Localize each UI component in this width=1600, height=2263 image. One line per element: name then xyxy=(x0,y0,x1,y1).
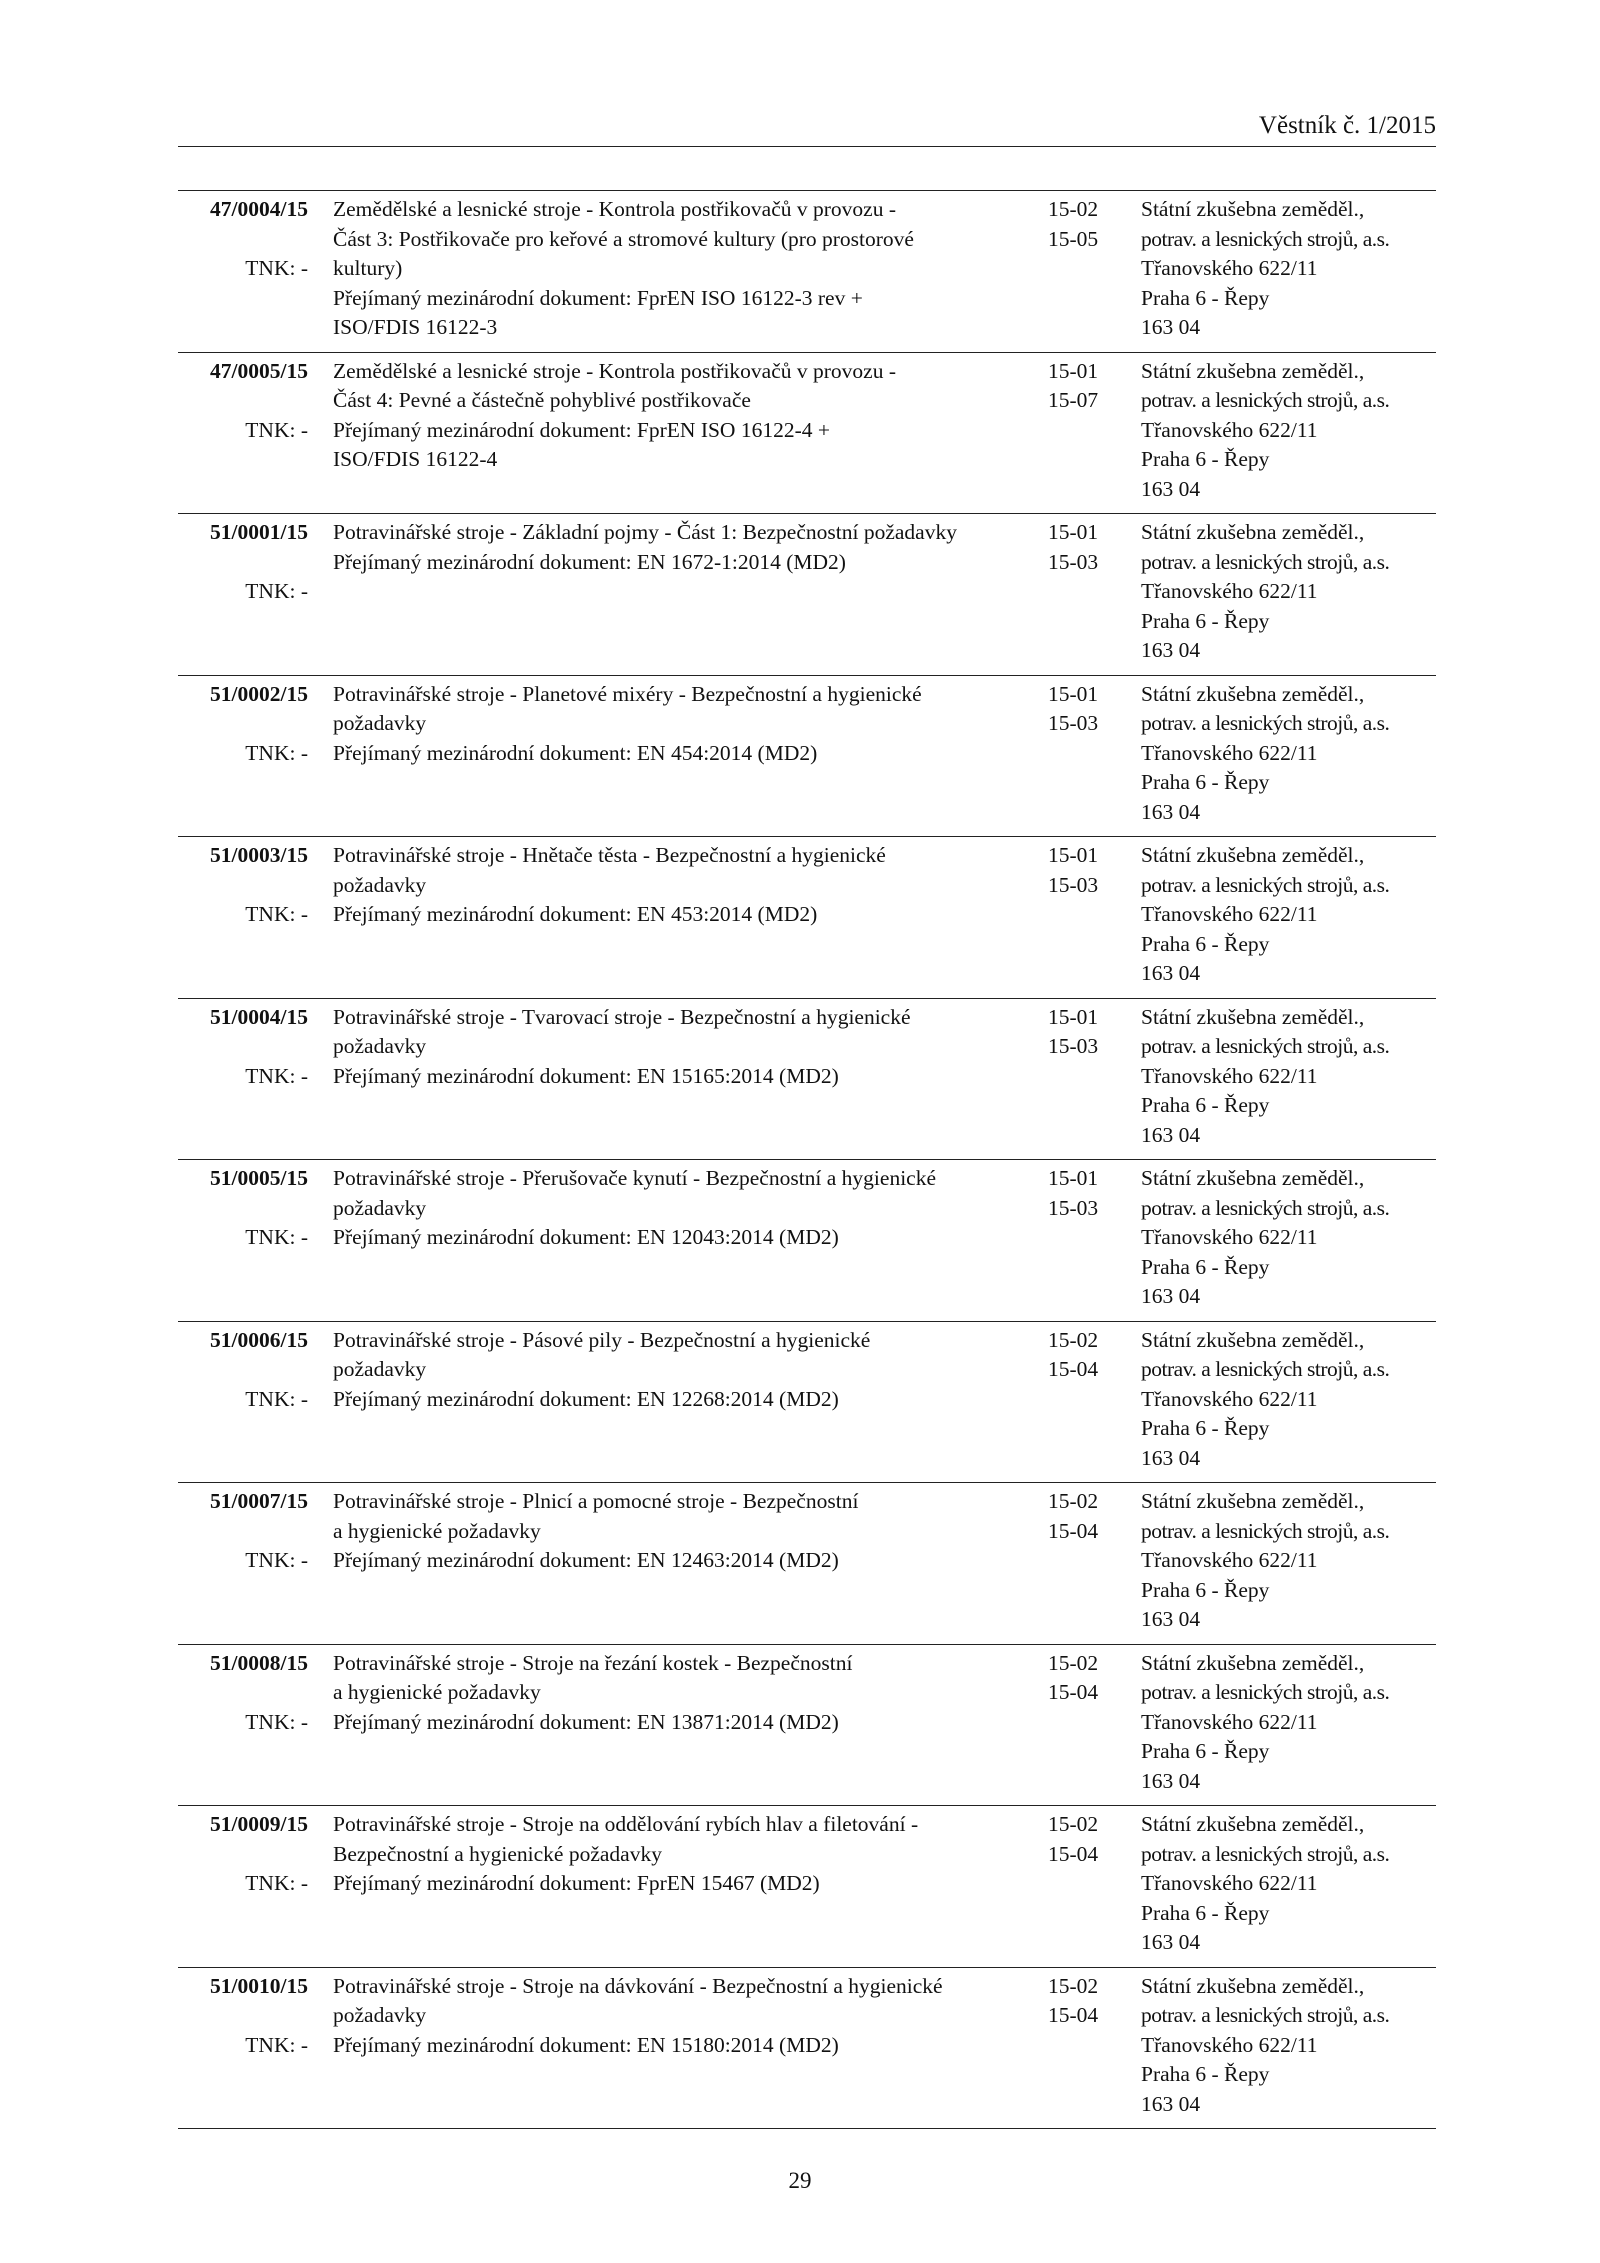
organization-line: Praha 6 - Řepy xyxy=(1141,608,1270,633)
entry-id-column xyxy=(178,1164,308,1312)
entry-date: 15-02 xyxy=(1048,197,1099,221)
entry-title-line: požadavky xyxy=(333,2003,427,2027)
organization-line: Státní zkušebna zeměděl., xyxy=(1141,1166,1365,1190)
organization-line: potrav. a lesnických strojů, a.s. xyxy=(1141,1841,1390,1866)
entry-id-column xyxy=(178,1972,308,2120)
entry-organization xyxy=(1138,357,1436,505)
organization-line: Státní zkušebna zeměděl., xyxy=(1141,1650,1365,1675)
entry-tnk: TNK: - xyxy=(245,1063,308,1088)
entry-title-line: Přejímaný mezinárodní dokument: EN 13871:2014 (MD2) xyxy=(333,1709,839,1734)
entry-title-line: požadavky xyxy=(333,1357,427,1381)
entry-id-column xyxy=(178,1487,308,1635)
organization-line: Třanovského 622/11 xyxy=(1141,1548,1318,1572)
standards-list xyxy=(178,190,1436,2129)
standard-entry xyxy=(178,1483,1436,1645)
entry-title-line: požadavky xyxy=(333,711,427,735)
entry-title-line: ISO/FDIS 16122-4 xyxy=(333,447,498,471)
organization-line: potrav. a lesnických strojů, a.s. xyxy=(1141,388,1390,412)
entry-title-line: Potravinářské stroje - Základní pojmy - Část 1: Bezpečnostní požadavky xyxy=(333,520,957,544)
entry-title xyxy=(308,680,1043,828)
entry-date: 15-02 xyxy=(1048,1812,1099,1836)
entry-id-column xyxy=(178,518,308,666)
page-header xyxy=(178,108,1436,147)
entry-tnk: TNK: - xyxy=(245,740,308,765)
entry-id-column xyxy=(178,1003,308,1151)
standard-entry xyxy=(178,1160,1436,1322)
entry-dates xyxy=(1043,680,1138,828)
organization-line: 163 04 xyxy=(1141,2091,1201,2116)
standard-entry xyxy=(178,676,1436,838)
entry-title-line: Potravinářské stroje - Stroje na oddělování rybích hlav a filetování - xyxy=(333,1812,919,1836)
entry-date: 15-01 xyxy=(1048,1166,1099,1190)
organization-line: 163 04 xyxy=(1141,1445,1201,1470)
standard-entry xyxy=(178,999,1436,1161)
organization-line: potrav. a lesnických strojů, a.s. xyxy=(1141,711,1390,735)
entry-tnk: TNK: - xyxy=(245,902,308,926)
entry-title-line: Bezpečnostní a hygienické požadavky xyxy=(333,1841,662,1866)
entry-date: 15-01 xyxy=(1048,1004,1099,1029)
standard-entry xyxy=(178,1645,1436,1807)
standard-entry xyxy=(178,353,1436,515)
entry-number: 51/0004/15 xyxy=(210,1004,308,1029)
entry-title-line: a hygienické požadavky xyxy=(333,1680,541,1704)
entry-title xyxy=(308,1649,1043,1797)
entry-number: 51/0001/15 xyxy=(210,520,308,544)
entry-organization xyxy=(1138,1972,1436,2120)
entry-organization xyxy=(1138,1810,1436,1958)
organization-line: potrav. a lesnických strojů, a.s. xyxy=(1141,1680,1390,1704)
standard-entry xyxy=(178,1322,1436,1484)
entry-title xyxy=(308,1326,1043,1474)
entry-title-line: Potravinářské stroje - Tvarovací stroje - Bezpečnostní a hygienické xyxy=(333,1004,911,1029)
organization-line: 163 04 xyxy=(1141,1284,1201,1308)
organization-line: Třanovského 622/11 xyxy=(1141,256,1318,280)
organization-line: Praha 6 - Řepy xyxy=(1141,1254,1270,1279)
journal-title: Věstník č. 1/2015 xyxy=(1258,112,1436,139)
entry-date: 15-03 xyxy=(1048,1034,1099,1058)
entry-id-column xyxy=(178,1649,308,1797)
entry-tnk: TNK: - xyxy=(245,1871,308,1895)
organization-line: Praha 6 - Řepy xyxy=(1141,2062,1270,2086)
organization-line: potrav. a lesnických strojů, a.s. xyxy=(1141,1034,1390,1058)
entry-date: 15-03 xyxy=(1048,872,1099,897)
entry-title-line: Přejímaný mezinárodní dokument: EN 12043:2014 (MD2) xyxy=(333,1225,839,1249)
entry-title xyxy=(308,357,1043,505)
entry-id-column xyxy=(178,357,308,505)
organization-line: Třanovského 622/11 xyxy=(1141,417,1318,442)
entry-title-line: Přejímaný mezinárodní dokument: FprEN ISO 16122-4 + xyxy=(333,417,830,442)
entry-tnk: TNK: - xyxy=(245,1225,308,1249)
entry-date: 15-02 xyxy=(1048,1327,1099,1352)
entry-organization xyxy=(1138,1649,1436,1797)
entry-date: 15-04 xyxy=(1048,1357,1099,1381)
entry-title-line: Potravinářské stroje - Pásové pily - Bezpečnostní a hygienické xyxy=(333,1327,871,1352)
entry-date: 15-07 xyxy=(1048,388,1099,412)
entry-dates xyxy=(1043,195,1138,343)
organization-line: potrav. a lesnických strojů, a.s. xyxy=(1141,1357,1390,1381)
entry-title-line: a hygienické požadavky xyxy=(333,1518,541,1543)
entry-date: 15-05 xyxy=(1048,226,1099,251)
entry-title-line: Přejímaný mezinárodní dokument: EN 1672-1:2014 (MD2) xyxy=(333,549,846,574)
entry-tnk: TNK: - xyxy=(245,2032,308,2057)
entry-tnk: TNK: - xyxy=(245,417,308,442)
entry-number: 51/0003/15 xyxy=(210,843,308,867)
standard-entry xyxy=(178,837,1436,999)
entry-title xyxy=(308,1164,1043,1312)
entry-title xyxy=(308,195,1043,343)
organization-line: Třanovského 622/11 xyxy=(1141,1871,1318,1895)
organization-line: potrav. a lesnických strojů, a.s. xyxy=(1141,549,1390,574)
entry-number: 51/0009/15 xyxy=(210,1812,308,1836)
entry-date: 15-03 xyxy=(1048,711,1099,735)
entry-id-column xyxy=(178,195,308,343)
entry-date: 15-01 xyxy=(1048,843,1099,867)
entry-tnk: TNK: - xyxy=(245,1386,308,1411)
organization-line: Státní zkušebna zeměděl., xyxy=(1141,520,1365,544)
organization-line: Třanovského 622/11 xyxy=(1141,1709,1318,1734)
entry-dates xyxy=(1043,1972,1138,2120)
organization-line: Praha 6 - Řepy xyxy=(1141,1577,1270,1602)
entry-number: 51/0006/15 xyxy=(210,1327,308,1352)
organization-line: Státní zkušebna zeměděl., xyxy=(1141,1812,1365,1836)
organization-line: Státní zkušebna zeměděl., xyxy=(1141,358,1365,383)
entry-title-line: Přejímaný mezinárodní dokument: EN 454:2014 (MD2) xyxy=(333,740,818,765)
entry-tnk: TNK: - xyxy=(245,1548,308,1572)
entry-number: 47/0005/15 xyxy=(210,358,308,383)
organization-line: 163 04 xyxy=(1141,799,1201,824)
entry-title-line: ISO/FDIS 16122-3 xyxy=(333,315,498,339)
organization-line: Praha 6 - Řepy xyxy=(1141,1900,1270,1925)
entry-tnk: TNK: - xyxy=(245,579,308,603)
entry-date: 15-01 xyxy=(1048,358,1099,383)
organization-line: Státní zkušebna zeměděl., xyxy=(1141,843,1365,867)
entry-tnk: TNK: - xyxy=(245,256,308,280)
entry-title-line: Přejímaný mezinárodní dokument: EN 453:2014 (MD2) xyxy=(333,902,818,926)
organization-line: 163 04 xyxy=(1141,961,1201,985)
organization-line: 163 04 xyxy=(1141,1768,1201,1793)
entry-tnk: TNK: - xyxy=(245,1709,308,1734)
entry-organization xyxy=(1138,1003,1436,1151)
entry-title-line: Přejímaný mezinárodní dokument: FprEN ISO 16122-3 rev + xyxy=(333,285,863,310)
entry-title xyxy=(308,1972,1043,2120)
organization-line: Praha 6 - Řepy xyxy=(1141,1093,1270,1117)
entry-number: 51/0002/15 xyxy=(210,681,308,706)
entry-dates xyxy=(1043,1003,1138,1151)
entry-title-line: Potravinářské stroje - Stroje na dávkování - Bezpečnostní a hygienické xyxy=(333,1973,943,1998)
entry-number: 51/0010/15 xyxy=(210,1973,308,1998)
entry-dates xyxy=(1043,1487,1138,1635)
entry-dates xyxy=(1043,841,1138,989)
entry-dates xyxy=(1043,518,1138,666)
organization-line: Praha 6 - Řepy xyxy=(1141,1739,1270,1763)
organization-line: potrav. a lesnických strojů, a.s. xyxy=(1141,1195,1390,1220)
organization-line: Třanovského 622/11 xyxy=(1141,1386,1318,1411)
organization-line: Praha 6 - Řepy xyxy=(1141,447,1270,471)
entry-number: 51/0005/15 xyxy=(210,1166,308,1190)
entry-dates xyxy=(1043,357,1138,505)
entry-title-line: Přejímaný mezinárodní dokument: EN 12268:2014 (MD2) xyxy=(333,1386,839,1411)
entry-id-column xyxy=(178,680,308,828)
entry-dates xyxy=(1043,1164,1138,1312)
page-number: 29 xyxy=(788,2168,812,2193)
organization-line: 163 04 xyxy=(1141,1607,1201,1631)
entry-title-line: Zemědělské a lesnické stroje - Kontrola postřikovačů v provozu - xyxy=(333,358,896,383)
organization-line: Třanovského 622/11 xyxy=(1141,579,1318,603)
entry-title-line: požadavky xyxy=(333,1034,427,1058)
standard-entry xyxy=(178,1806,1436,1968)
organization-line: 163 04 xyxy=(1141,638,1201,662)
organization-line: Třanovského 622/11 xyxy=(1141,740,1318,765)
organization-line: potrav. a lesnických strojů, a.s. xyxy=(1141,2003,1390,2027)
organization-line: 163 04 xyxy=(1141,1122,1201,1147)
entry-title-line: Přejímaný mezinárodní dokument: EN 12463:2014 (MD2) xyxy=(333,1548,839,1572)
entry-date: 15-02 xyxy=(1048,1650,1099,1675)
organization-line: Třanovského 622/11 xyxy=(1141,1063,1318,1088)
entry-organization xyxy=(1138,680,1436,828)
entry-organization xyxy=(1138,1326,1436,1474)
entry-title xyxy=(308,841,1043,989)
entry-date: 15-04 xyxy=(1048,2003,1099,2027)
entry-date: 15-01 xyxy=(1048,681,1099,706)
organization-line: Státní zkušebna zeměděl., xyxy=(1141,681,1365,706)
entry-title xyxy=(308,1487,1043,1635)
organization-line: Praha 6 - Řepy xyxy=(1141,770,1270,794)
organization-line: Praha 6 - Řepy xyxy=(1141,931,1270,956)
entry-organization xyxy=(1138,841,1436,989)
entry-date: 15-03 xyxy=(1048,1195,1099,1220)
entry-title-line: Část 4: Pevné a částečně pohyblivé postřikovače xyxy=(333,388,751,412)
organization-line: 163 04 xyxy=(1141,476,1201,501)
entry-id-column xyxy=(178,1326,308,1474)
entry-dates xyxy=(1043,1810,1138,1958)
organization-line: Třanovského 622/11 xyxy=(1141,902,1318,926)
entry-title-line: Potravinářské stroje - Hnětače těsta - Bezpečnostní a hygienické xyxy=(333,843,886,867)
organization-line: Státní zkušebna zeměděl., xyxy=(1141,1973,1365,1998)
entry-title-line: Přejímaný mezinárodní dokument: EN 15180:2014 (MD2) xyxy=(333,2032,839,2057)
entry-title-line: kultury) xyxy=(333,256,403,280)
entry-date: 15-03 xyxy=(1048,549,1099,574)
entry-organization xyxy=(1138,1487,1436,1635)
organization-line: Státní zkušebna zeměděl., xyxy=(1141,197,1365,221)
organization-line: Státní zkušebna zeměděl., xyxy=(1141,1327,1365,1352)
entry-number: 47/0004/15 xyxy=(210,197,308,221)
organization-line: potrav. a lesnických strojů, a.s. xyxy=(1141,1518,1390,1543)
entry-title-line: Přejímaný mezinárodní dokument: EN 15165:2014 (MD2) xyxy=(333,1063,839,1088)
entry-organization xyxy=(1138,195,1436,343)
entry-organization xyxy=(1138,518,1436,666)
entry-number: 51/0008/15 xyxy=(210,1650,308,1675)
entry-title-line: požadavky xyxy=(333,872,427,897)
entry-date: 15-02 xyxy=(1048,1489,1099,1513)
entry-title xyxy=(308,1003,1043,1151)
organization-line: Třanovského 622/11 xyxy=(1141,1225,1318,1249)
entry-date: 15-04 xyxy=(1048,1518,1099,1543)
organization-line: potrav. a lesnických strojů, a.s. xyxy=(1141,872,1390,897)
organization-line: Třanovského 622/11 xyxy=(1141,2032,1318,2057)
entry-title-line: Potravinářské stroje - Stroje na řezání kostek - Bezpečnostní xyxy=(333,1650,853,1675)
standard-entry xyxy=(178,191,1436,353)
organization-line: Státní zkušebna zeměděl., xyxy=(1141,1004,1365,1029)
entry-id-column xyxy=(178,841,308,989)
organization-line: Praha 6 - Řepy xyxy=(1141,1416,1270,1440)
entry-date: 15-04 xyxy=(1048,1680,1099,1704)
entry-title-line: Přejímaný mezinárodní dokument: FprEN 15467 (MD2) xyxy=(333,1871,820,1895)
organization-line: 163 04 xyxy=(1141,315,1201,339)
entry-title-line: Část 3: Postřikovače pro keřové a stromové kultury (pro prostorové xyxy=(333,226,914,251)
entry-title-line: Potravinářské stroje - Plnicí a pomocné stroje - Bezpečnostní xyxy=(333,1489,859,1513)
standard-entry xyxy=(178,1968,1436,2130)
entry-title-line: Zemědělské a lesnické stroje - Kontrola postřikovačů v provozu - xyxy=(333,197,896,221)
entry-dates xyxy=(1043,1649,1138,1797)
standard-entry xyxy=(178,514,1436,676)
entry-dates xyxy=(1043,1326,1138,1474)
entry-organization xyxy=(1138,1164,1436,1312)
entry-title-line: Potravinářské stroje - Přerušovače kynutí - Bezpečnostní a hygienické xyxy=(333,1166,937,1190)
organization-line: potrav. a lesnických strojů, a.s. xyxy=(1141,226,1390,251)
entry-id-column xyxy=(178,1810,308,1958)
entry-number: 51/0007/15 xyxy=(210,1489,308,1513)
entry-title xyxy=(308,518,1043,666)
entry-date: 15-04 xyxy=(1048,1841,1099,1866)
entry-title xyxy=(308,1810,1043,1958)
entry-date: 15-02 xyxy=(1048,1973,1099,1998)
entry-title-line: Potravinářské stroje - Planetové mixéry - Bezpečnostní a hygienické xyxy=(333,681,922,706)
organization-line: Státní zkušebna zeměděl., xyxy=(1141,1489,1365,1513)
entry-title-line: požadavky xyxy=(333,1195,427,1220)
entry-date: 15-01 xyxy=(1048,520,1099,544)
organization-line: 163 04 xyxy=(1141,1930,1201,1954)
organization-line: Praha 6 - Řepy xyxy=(1141,285,1270,310)
